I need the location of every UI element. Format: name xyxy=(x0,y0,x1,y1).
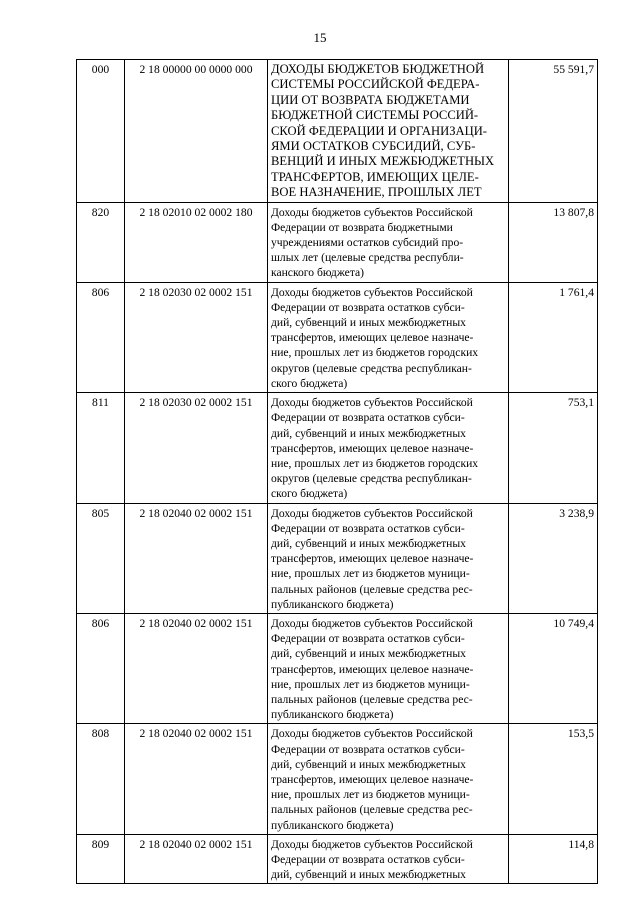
kbk-code-cell: 2 18 02010 02 0002 180 xyxy=(125,202,268,282)
kbk-code-cell: 2 18 02030 02 0002 151 xyxy=(125,393,268,503)
admin-code-cell: 809 xyxy=(77,834,125,884)
table-row xyxy=(77,724,598,834)
kbk-code-cell: 2 18 02030 02 0002 151 xyxy=(125,282,268,392)
amount-cell: 3 238,9 xyxy=(509,503,598,613)
table-row xyxy=(77,202,598,282)
kbk-code-cell: 2 18 02040 02 0002 151 xyxy=(125,724,268,834)
table-row xyxy=(77,613,598,723)
amount-cell: 753,1 xyxy=(509,393,598,503)
revenue-name-cell: Доходы бюджетов субъектов Российской Федерации от возврата остатков субси- дий, субвенций и иных межбюджетных трансфертов, имеющих целевое назначе- ние, прошлых лет из бюджетов городских округов (целевые средства республикан- ского бюджета) xyxy=(268,282,509,392)
revenue-name-cell: ДОХОДЫ БЮДЖЕТОВ БЮДЖЕТНОЙ СИСТЕМЫ РОССИЙСКОЙ ФЕДЕРА- ЦИИ ОТ ВОЗВРАТА БЮДЖЕТАМИ БЮДЖЕТНОЙ СИСТЕМЫ РОССИЙ- СКОЙ ФЕДЕРАЦИИ И ОРГАНИЗАЦИ- ЯМИ ОСТАТКОВ СУБСИДИЙ, СУБ- ВЕНЦИЙ И ИНЫХ МЕЖБЮДЖЕТНЫХ ТРАНСФЕРТОВ, ИМЕЮЩИХ ЦЕЛЕ- ВОЕ НАЗНАЧЕНИЕ, ПРОШЛЫХ ЛЕТ xyxy=(268,60,509,203)
admin-code-cell: 811 xyxy=(77,393,125,503)
kbk-code-cell: 2 18 00000 00 0000 000 xyxy=(125,60,268,203)
admin-code-cell: 805 xyxy=(77,503,125,613)
table-row xyxy=(77,60,598,203)
table-row xyxy=(77,282,598,392)
admin-code-cell: 000 xyxy=(77,60,125,203)
revenue-name-cell: Доходы бюджетов субъектов Российской Федерации от возврата остатков субси- дий, субвенций и иных межбюджетных трансфертов, имеющих целевое назначе- ние, прошлых лет из бюджетов городских округов (целевые средства республикан- ского бюджета) xyxy=(268,393,509,503)
amount-cell: 10 749,4 xyxy=(509,613,598,723)
amount-cell: 55 591,7 xyxy=(509,60,598,203)
admin-code-cell: 808 xyxy=(77,724,125,834)
revenue-name-cell: Доходы бюджетов субъектов Российской Федерации от возврата бюджетными учреждениями остатков субсидий про- шлых лет (целевые средства республи- канского бюджета) xyxy=(268,202,509,282)
revenue-table xyxy=(76,59,598,884)
revenue-name-cell: Доходы бюджетов субъектов Российской Федерации от возврата остатков субси- дий, субвенций и иных межбюджетных xyxy=(268,834,509,884)
table-row xyxy=(77,503,598,613)
admin-code-cell: 806 xyxy=(77,282,125,392)
amount-cell: 13 807,8 xyxy=(509,202,598,282)
table-row xyxy=(77,834,598,884)
table-row xyxy=(77,393,598,503)
admin-code-cell: 806 xyxy=(77,613,125,723)
revenue-name-cell: Доходы бюджетов субъектов Российской Федерации от возврата остатков субси- дий, субвенций и иных межбюджетных трансфертов, имеющих целевое назначе- ние, прошлых лет из бюджетов муници- пальных районов (целевые средства рес- публиканского бюджета) xyxy=(268,503,509,613)
kbk-code-cell: 2 18 02040 02 0002 151 xyxy=(125,834,268,884)
revenue-name-cell: Доходы бюджетов субъектов Российской Федерации от возврата остатков субси- дий, субвенций и иных межбюджетных трансфертов, имеющих целевое назначе- ние, прошлых лет из бюджетов муници- пальных районов (целевые средства рес- публиканского бюджета) xyxy=(268,613,509,723)
amount-cell: 114,8 xyxy=(509,834,598,884)
kbk-code-cell: 2 18 02040 02 0002 151 xyxy=(125,613,268,723)
page-number: 15 xyxy=(313,30,327,45)
kbk-code-cell: 2 18 02040 02 0002 151 xyxy=(125,503,268,613)
admin-code-cell: 820 xyxy=(77,202,125,282)
amount-cell: 153,5 xyxy=(509,724,598,834)
revenue-name-cell: Доходы бюджетов субъектов Российской Федерации от возврата остатков субси- дий, субвенций и иных межбюджетных трансфертов, имеющих целевое назначе- ние, прошлых лет из бюджетов муници- пальных районов (целевые средства рес- публиканского бюджета) xyxy=(268,724,509,834)
amount-cell: 1 761,4 xyxy=(509,282,598,392)
